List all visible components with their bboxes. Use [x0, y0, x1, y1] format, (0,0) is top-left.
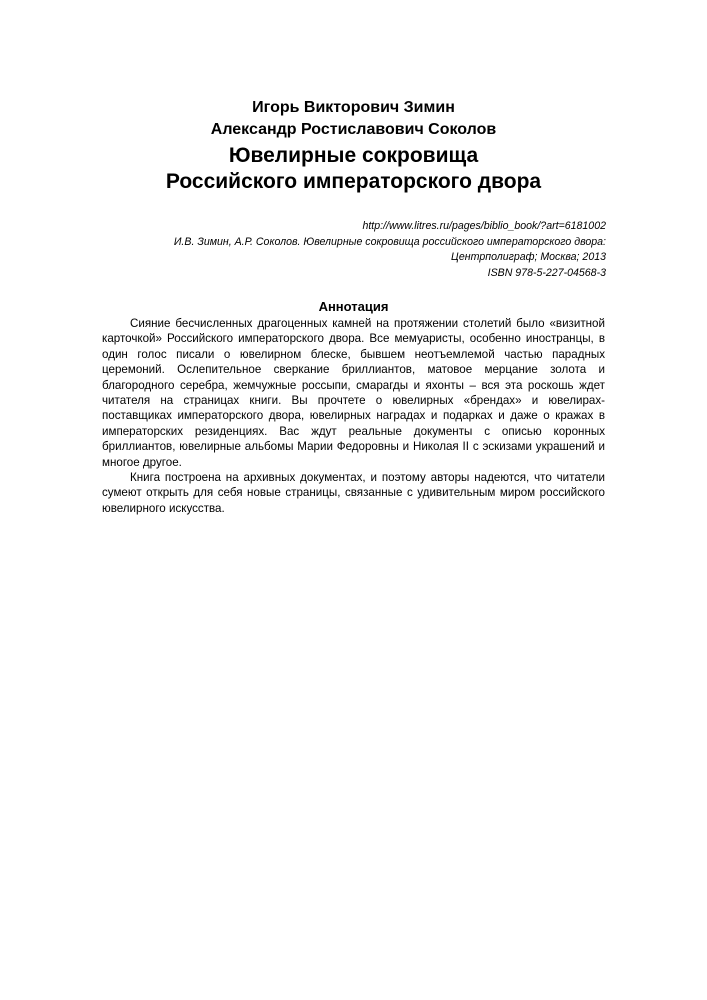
book-title-line: Российского императорского двора	[165, 170, 542, 193]
citation: И.В. Зимин, А.Р. Соколов. Ювелирные сокровища российского императорского двора:	[173, 235, 606, 248]
annotation-body	[102, 316, 605, 516]
book-title-line: Ювелирные сокровища	[228, 144, 479, 167]
annotation-paragraph: Сияние бесчисленных драгоценных камней на протяжении столетий было «визитной карточкой» Российского императорского двора. Все мемуаристы, особенно иностранцы, в один голос писали о ювелирном блеске, бывшем неотъемлемой частью парадных церемоний. Ослепительное сверкание бриллиантов, матовое мерцание золота и благородного серебра, жемчужные россыпи, смарагды и яхонты – вся эта роскошь ждет читателя на страницах книги. Вы прочтете о ювелирных «брендах» и ювелирах-поставщиках императорского двора, ювелирных наградах и подарках и даже о кражах в императорских резиденциях. Вас ждут реальные документы с описью коронных бриллиантов, ювелирные альбомы Марии Федоровны и Николая II с эскизами украшений и многое другое.	[102, 317, 605, 469]
author-name: Александр Ростиславович Соколов	[210, 121, 497, 138]
author-name: Игорь Викторович Зимин	[252, 99, 455, 116]
annotation-heading: Аннотация	[318, 299, 389, 314]
annotation-paragraph: Книга построена на архивных документах, и поэтому авторы надеются, что читатели сумеют открыть для себя новые страницы, связанные с удивительным миром российского ювелирного искусства.	[102, 471, 605, 515]
isbn: ISBN 978-5-227-04568-3	[487, 266, 606, 279]
source-url: http://www.litres.ru/pages/biblio_book/?art=6181002	[362, 220, 606, 232]
publisher-info: Центрполиграф; Москва; 2013	[450, 251, 606, 263]
